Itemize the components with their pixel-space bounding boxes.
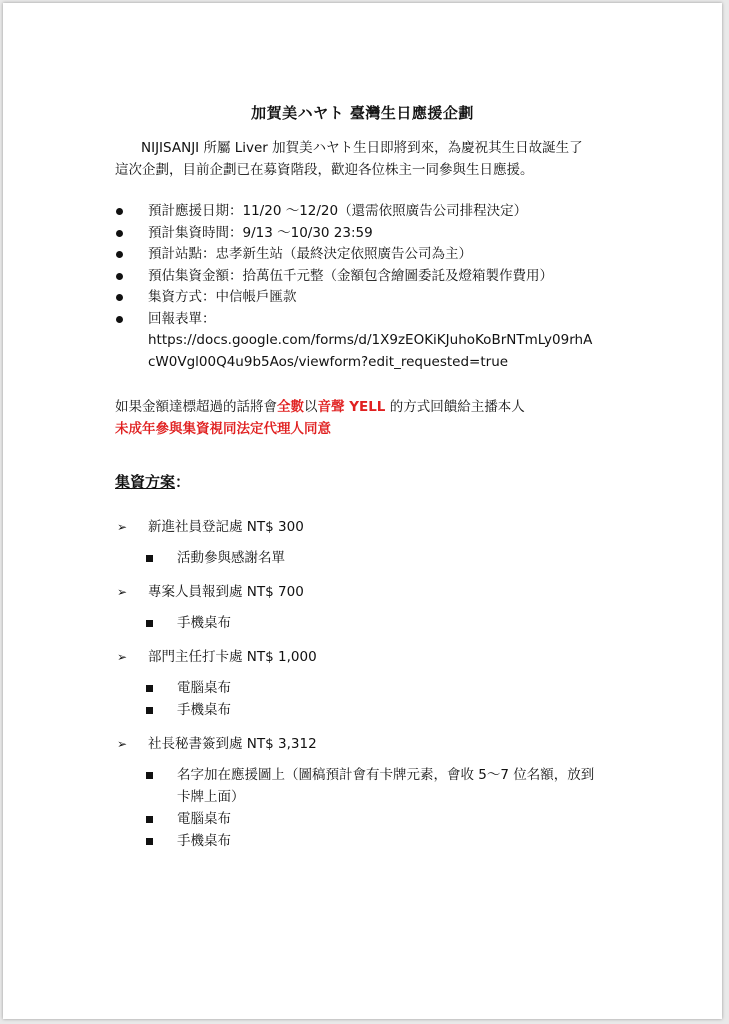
tier-block-2 — [115, 581, 635, 634]
square-bullet-icon — [146, 555, 153, 562]
arrow-bullet-icon: ➢ — [117, 585, 128, 599]
perk-item: 手機桌布 — [115, 612, 607, 634]
intro-line-1: NIJISANJI 所屬 Liver 加賀美ハヤト生日即將到來，為慶祝其生日故誕生了 — [141, 140, 583, 156]
square-bullet-icon — [146, 772, 153, 779]
bullet-dot-icon — [116, 208, 123, 215]
square-bullet-icon — [146, 685, 153, 692]
bullet-item-date: 預計應援日期：11/20 ～12/20（還需依照廣告公司排程決定） — [115, 201, 635, 223]
form-url-link[interactable]: https://docs.google.com/forms/d/1X9zEOKiKJuhoKoBrNTmLy09rhA cW0Vgl00Q4u9b5Aos/viewform?edit_requested=true — [148, 332, 593, 370]
bullet-item-amount: 預估集資金額：拾萬伍千元整（金額包含繪圖委託及燈箱製作費用） — [115, 266, 635, 288]
arrow-bullet-icon: ➢ — [117, 737, 128, 751]
perk-item: 電腦桌布 — [115, 677, 607, 699]
square-bullet-icon — [146, 816, 153, 823]
tier-label: ➢ 部門主任打卡處 NT$ 1,000 — [115, 646, 635, 668]
document-page — [3, 3, 722, 1019]
perk-item: 名字加在應援圖上（圖稿預計會有卡牌元素，會收 5～7 位名額，放到卡牌上面） — [115, 764, 607, 808]
bullet-dot-icon — [116, 316, 123, 323]
bullet-dot-icon — [116, 273, 123, 280]
square-bullet-icon — [146, 620, 153, 627]
arrow-bullet-icon: ➢ — [117, 650, 128, 664]
perk-item: 手機桌布 — [115, 830, 607, 852]
tier-label: ➢ 專案人員報到處 NT$ 700 — [115, 581, 635, 603]
perk-item: 活動參與感謝名單 — [115, 547, 607, 569]
intro-line-2: 這次企劃，目前企劃已在募資階段，歡迎各位株主一同參與生日應援。 — [115, 162, 534, 178]
tier-label: ➢ 社長秘書簽到處 NT$ 3,312 — [115, 733, 635, 755]
bullet-item-funding-period: 預計集資時間：9/13 ～10/30 23:59 — [115, 223, 635, 245]
intro-paragraph — [115, 137, 615, 181]
bullet-item-form: 回報表單： https://docs.google.com/forms/d/1X9zEOKiKJuhoKoBrNTmLy09rhA cW0Vgl00Q4u9b5Aos/viewform?edit_requested=true — [115, 309, 635, 374]
square-bullet-icon — [146, 707, 153, 714]
tier-block-4 — [115, 733, 635, 852]
plan-heading: 集資方案： — [115, 473, 191, 491]
perk-item: 電腦桌布 — [115, 808, 607, 830]
bullet-dot-icon — [116, 251, 123, 258]
tier-block-1 — [115, 516, 635, 569]
bullet-dot-icon — [116, 230, 123, 237]
bullet-item-payment: 集資方式：中信帳戶匯款 — [115, 287, 635, 309]
tier-label: ➢ 新進社員登記處 NT$ 300 — [115, 516, 635, 538]
arrow-bullet-icon: ➢ — [117, 520, 128, 534]
minor-consent-note: 未成年參與集資視同法定代理人同意 — [115, 421, 331, 437]
square-bullet-icon — [146, 838, 153, 845]
bullet-dot-icon — [116, 294, 123, 301]
bullet-item-station: 預計站點：忠孝新生站（最終決定依照廣告公司為主） — [115, 244, 635, 266]
tier-block-3 — [115, 646, 635, 721]
info-bullet-list — [115, 201, 635, 373]
perk-item: 手機桌布 — [115, 699, 607, 721]
surplus-note: 如果金額達標超過的話將會全數以音聲 YELL 的方式回饋給主播本人 — [115, 399, 525, 415]
document-title: 加賀美ハヤト 臺灣生日應援企劃 — [251, 104, 474, 122]
